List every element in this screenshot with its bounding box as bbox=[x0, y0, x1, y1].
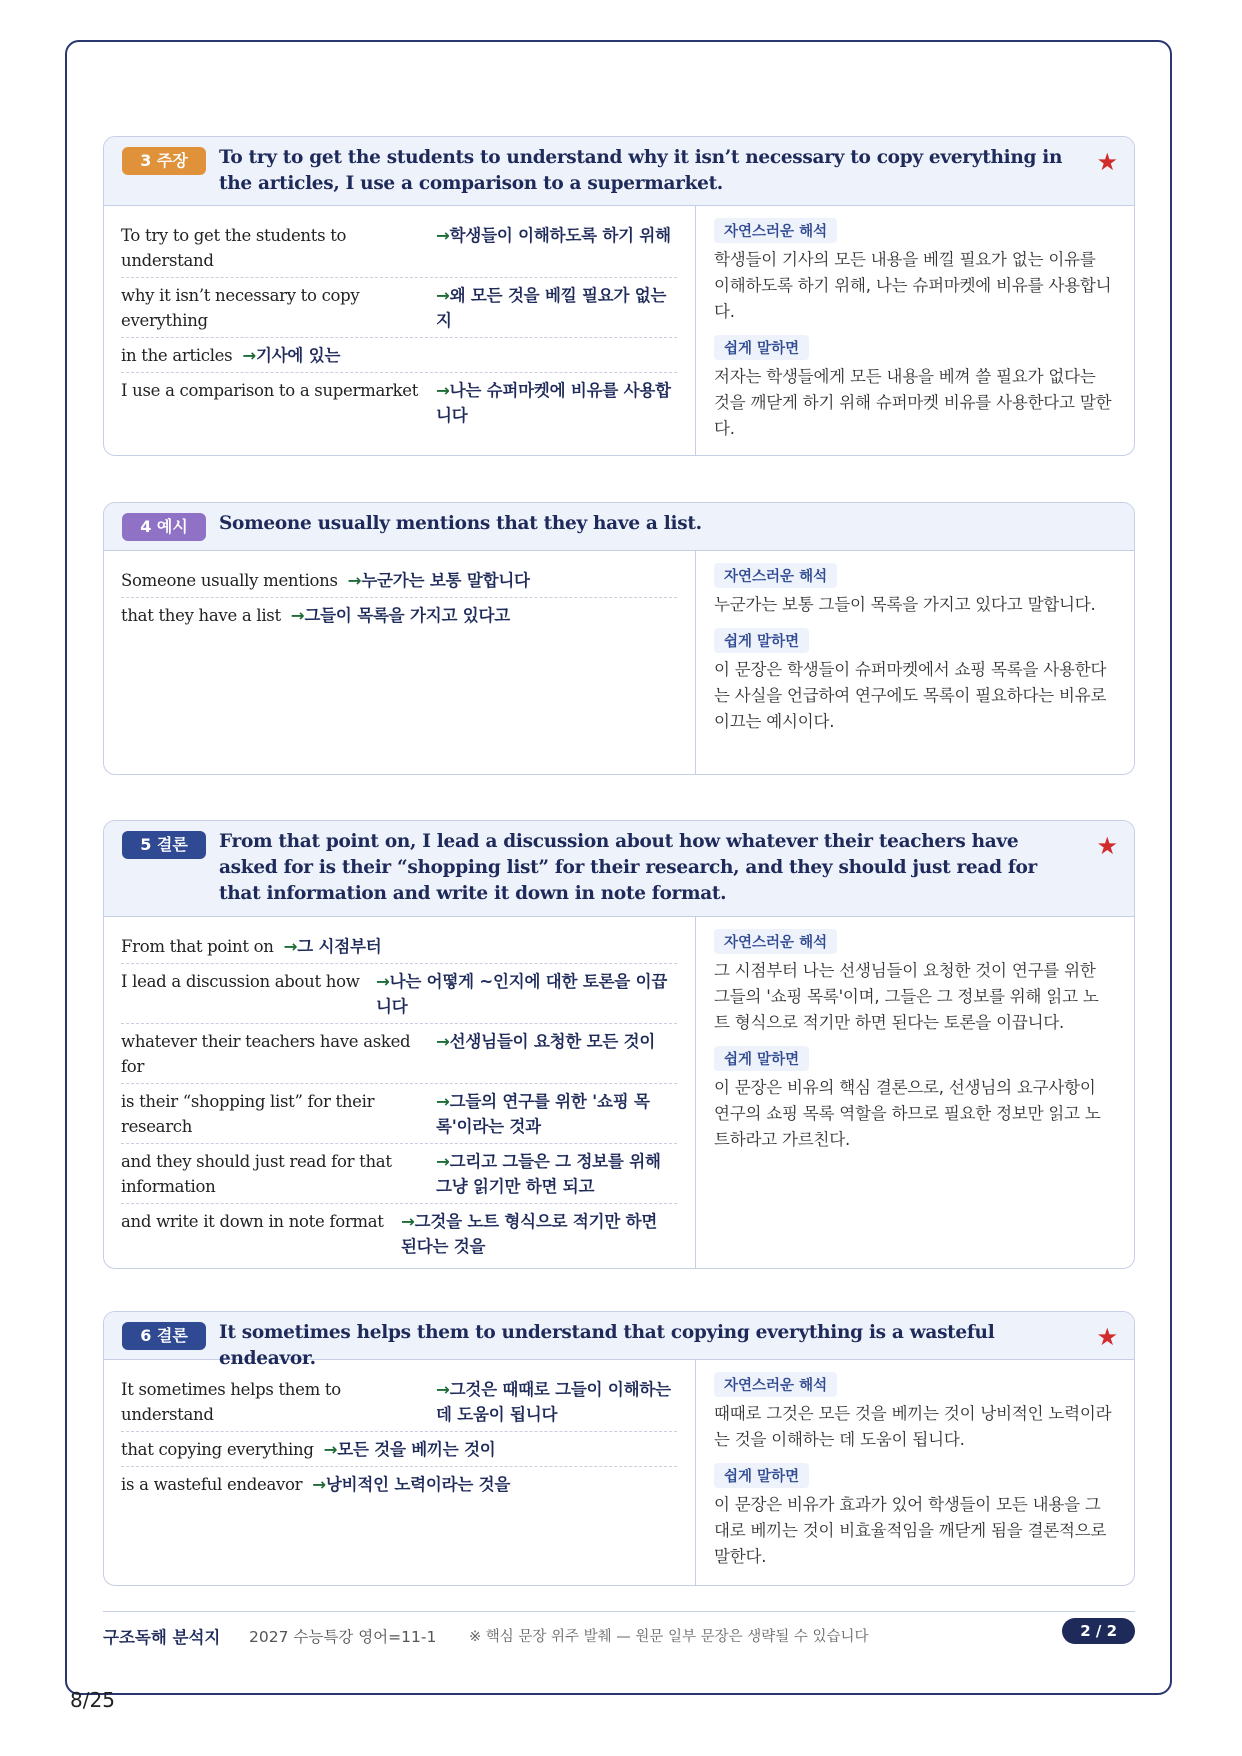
section-card-3 bbox=[103, 136, 1135, 456]
chunk-row bbox=[121, 278, 677, 338]
section-body bbox=[104, 551, 1134, 774]
natural-label: 자연스러운 해석 bbox=[714, 563, 837, 588]
chunk-list bbox=[104, 1360, 696, 1585]
interpretation-panel bbox=[696, 206, 1134, 455]
chunk-english: To try to get the students to understand bbox=[121, 226, 347, 270]
section-card-5 bbox=[103, 820, 1135, 1269]
footer-title: 구조독해 분석지 bbox=[103, 1628, 221, 1647]
chunk-english: and they should just read for that information bbox=[121, 1152, 392, 1196]
chunk-row bbox=[121, 1372, 677, 1432]
key-sentence: Someone usually mentions that they have a list. bbox=[219, 513, 702, 534]
arrow-icon: → bbox=[436, 286, 450, 305]
chunk-row bbox=[121, 1024, 677, 1084]
natural-label: 자연스러운 해석 bbox=[714, 1372, 837, 1397]
natural-translation: 그 시점부터 나는 선생님들이 요청한 것이 연구를 위한 그들의 '쇼핑 목록'이며, 그들은 그 정보를 위해 읽고 노트 형식으로 적기만 하면 된다는 토론을 이끕니다. bbox=[714, 961, 1099, 1032]
chunk-korean: →학생들이 이해하도록 하기 위해 bbox=[436, 226, 671, 245]
chunk-korean: →누군가는 보통 말합니다 bbox=[347, 571, 530, 590]
arrow-icon: → bbox=[242, 346, 256, 365]
arrow-icon: → bbox=[283, 937, 298, 956]
chunk-english: and write it down in note format bbox=[121, 1212, 384, 1231]
chunk-korean: →왜 모든 것을 베낄 필요가 없는지 bbox=[436, 286, 667, 330]
arrow-icon: → bbox=[323, 1440, 338, 1459]
key-sentence: From that point on, I lead a discussion about how whatever their teachers have asked for is their “shopping list” for their research, and they should just read for that information and write it down in note format. bbox=[219, 831, 1037, 904]
section-badge: 6 결론 bbox=[122, 1322, 206, 1350]
natural-label: 자연스러운 해석 bbox=[714, 929, 837, 954]
section-badge: 3 주장 bbox=[122, 147, 206, 175]
page-footer bbox=[103, 1611, 1135, 1648]
chunk-row bbox=[121, 338, 677, 373]
chunk-english: that copying everything bbox=[121, 1440, 314, 1459]
section-header bbox=[104, 821, 1134, 917]
natural-label: 자연스러운 해석 bbox=[714, 218, 837, 243]
chunk-korean: →그들이 목록을 가지고 있다고 bbox=[290, 606, 510, 625]
simple-label: 쉽게 말하면 bbox=[714, 335, 809, 360]
natural-translation: 때때로 그것은 모든 것을 베끼는 것이 낭비적인 노력이라는 것을 이해하는 데 도움이 됩니다. bbox=[714, 1404, 1112, 1449]
interpretation-panel bbox=[696, 917, 1134, 1268]
simple-explanation: 이 문장은 학생들이 슈퍼마켓에서 쇼핑 목록을 사용한다는 사실을 언급하여 연구에도 목록이 필요하다는 비유로 이끄는 예시이다. bbox=[714, 660, 1107, 731]
arrow-icon: → bbox=[401, 1212, 415, 1231]
chunk-korean: →낭비적인 노력이라는 것을 bbox=[312, 1475, 511, 1494]
star-icon: ★ bbox=[1096, 1323, 1118, 1351]
natural-translation: 누군가는 보통 그들이 목록을 가지고 있다고 말합니다. bbox=[714, 595, 1096, 614]
arrow-icon: → bbox=[347, 571, 362, 590]
section-card-6 bbox=[103, 1311, 1135, 1586]
chunk-english: It sometimes helps them to understand bbox=[121, 1380, 341, 1424]
arrow-icon: → bbox=[376, 972, 390, 991]
interpretation-panel bbox=[696, 1360, 1134, 1585]
arrow-icon: → bbox=[436, 381, 450, 400]
chunk-korean: →그들의 연구를 위한 '쇼핑 목록'이라는 것과 bbox=[436, 1092, 650, 1136]
star-icon: ★ bbox=[1096, 148, 1118, 176]
section-body bbox=[104, 206, 1134, 455]
arrow-icon: → bbox=[436, 1152, 450, 1171]
simple-label: 쉽게 말하면 bbox=[714, 1463, 809, 1488]
key-sentence: It sometimes helps them to understand that copying everything is a wasteful endeavor. bbox=[219, 1322, 995, 1369]
chunk-korean: →나는 어떻게 ~인지에 대한 토론을 이끕니다 bbox=[376, 972, 668, 1016]
chunk-english: I lead a discussion about how bbox=[121, 972, 360, 991]
chunk-row bbox=[121, 929, 677, 964]
section-body bbox=[104, 917, 1134, 1268]
chunk-row bbox=[121, 1467, 677, 1501]
chunk-row bbox=[121, 1144, 677, 1204]
chunk-korean: →그것은 때때로 그들이 이해하는 데 도움이 됩니다 bbox=[436, 1380, 671, 1424]
chunk-row bbox=[121, 373, 677, 432]
chunk-korean: →선생님들이 요청한 모든 것이 bbox=[436, 1032, 656, 1051]
arrow-icon: → bbox=[436, 1032, 450, 1051]
chunk-english: I use a comparison to a supermarket bbox=[121, 381, 419, 400]
section-badge: 4 예시 bbox=[122, 513, 206, 541]
simple-label: 쉽게 말하면 bbox=[714, 628, 809, 653]
chunk-english: is a wasteful endeavor bbox=[121, 1475, 303, 1494]
interpretation-panel bbox=[696, 551, 1134, 774]
simple-explanation: 이 문장은 비유가 효과가 있어 학생들이 모든 내용을 그대로 베끼는 것이 비효율적임을 깨닫게 됨을 결론적으로 말한다. bbox=[714, 1495, 1107, 1566]
document-page-counter: 8/25 bbox=[70, 1688, 115, 1712]
chunk-korean: →그것을 노트 형식으로 적기만 하면 된다는 것을 bbox=[401, 1212, 658, 1256]
page-indicator: 2 / 2 bbox=[1062, 1618, 1135, 1644]
chunk-korean: →나는 슈퍼마켓에 비유를 사용합니다 bbox=[436, 381, 671, 425]
chunk-english: From that point on bbox=[121, 937, 274, 956]
chunk-korean: →그 시점부터 bbox=[283, 937, 382, 956]
chunk-english: that they have a list bbox=[121, 606, 281, 625]
chunk-row bbox=[121, 1204, 677, 1263]
arrow-icon: → bbox=[436, 226, 450, 245]
footer-source: 2027 수능특강 영어=11-1 bbox=[249, 1628, 437, 1646]
chunk-english: Someone usually mentions bbox=[121, 571, 338, 590]
arrow-icon: → bbox=[436, 1380, 450, 1399]
chunk-list bbox=[104, 917, 696, 1268]
chunk-korean: →기사에 있는 bbox=[242, 346, 341, 365]
chunk-english: in the articles bbox=[121, 346, 233, 365]
chunk-row bbox=[121, 218, 677, 278]
chunk-english: why it isn’t necessary to copy everything bbox=[121, 286, 360, 330]
chunk-english: whatever their teachers have asked for bbox=[121, 1032, 411, 1076]
section-card-4 bbox=[103, 502, 1135, 775]
section-header bbox=[104, 1312, 1134, 1369]
chunk-list bbox=[104, 206, 696, 455]
simple-explanation: 저자는 학생들에게 모든 내용을 베껴 쓸 필요가 없다는 것을 깨닫게 하기 위해 슈퍼마켓 비유를 사용한다고 말한다. bbox=[714, 367, 1112, 438]
natural-translation: 학생들이 기사의 모든 내용을 베낄 필요가 없는 이유를 이해하도록 하기 위해, 나는 슈퍼마켓에 비유를 사용합니다. bbox=[714, 250, 1112, 321]
section-body bbox=[104, 1360, 1134, 1585]
simple-explanation: 이 문장은 비유의 핵심 결론으로, 선생님의 요구사항이 연구의 쇼핑 목록 역할을 하므로 필요한 정보만 읽고 노트하라고 가르친다. bbox=[714, 1078, 1101, 1149]
arrow-icon: → bbox=[290, 606, 305, 625]
arrow-icon: → bbox=[312, 1475, 326, 1494]
chunk-row bbox=[121, 964, 677, 1024]
simple-label: 쉽게 말하면 bbox=[714, 1046, 809, 1071]
section-header bbox=[104, 137, 1134, 206]
chunk-korean: →모든 것을 베끼는 것이 bbox=[323, 1440, 496, 1459]
chunk-row bbox=[121, 1084, 677, 1144]
chunk-row bbox=[121, 563, 677, 598]
key-sentence: To try to get the students to understand why it isn’t necessary to copy everything in the articles, I use a comparison to a supermarket. bbox=[219, 147, 1063, 194]
footer-note: ※ 핵심 문장 위주 발췌 — 원문 일부 문장은 생략될 수 있습니다 bbox=[469, 1629, 869, 1645]
arrow-icon: → bbox=[436, 1092, 450, 1111]
chunk-row bbox=[121, 598, 677, 632]
section-header bbox=[104, 503, 1134, 551]
chunk-korean: →그리고 그들은 그 정보를 위해 그냥 읽기만 하면 되고 bbox=[436, 1152, 661, 1196]
section-badge: 5 결론 bbox=[122, 831, 206, 859]
chunk-english: is their “shopping list” for their research bbox=[121, 1092, 375, 1136]
chunk-list bbox=[104, 551, 696, 774]
star-icon: ★ bbox=[1096, 832, 1118, 860]
chunk-row bbox=[121, 1432, 677, 1467]
